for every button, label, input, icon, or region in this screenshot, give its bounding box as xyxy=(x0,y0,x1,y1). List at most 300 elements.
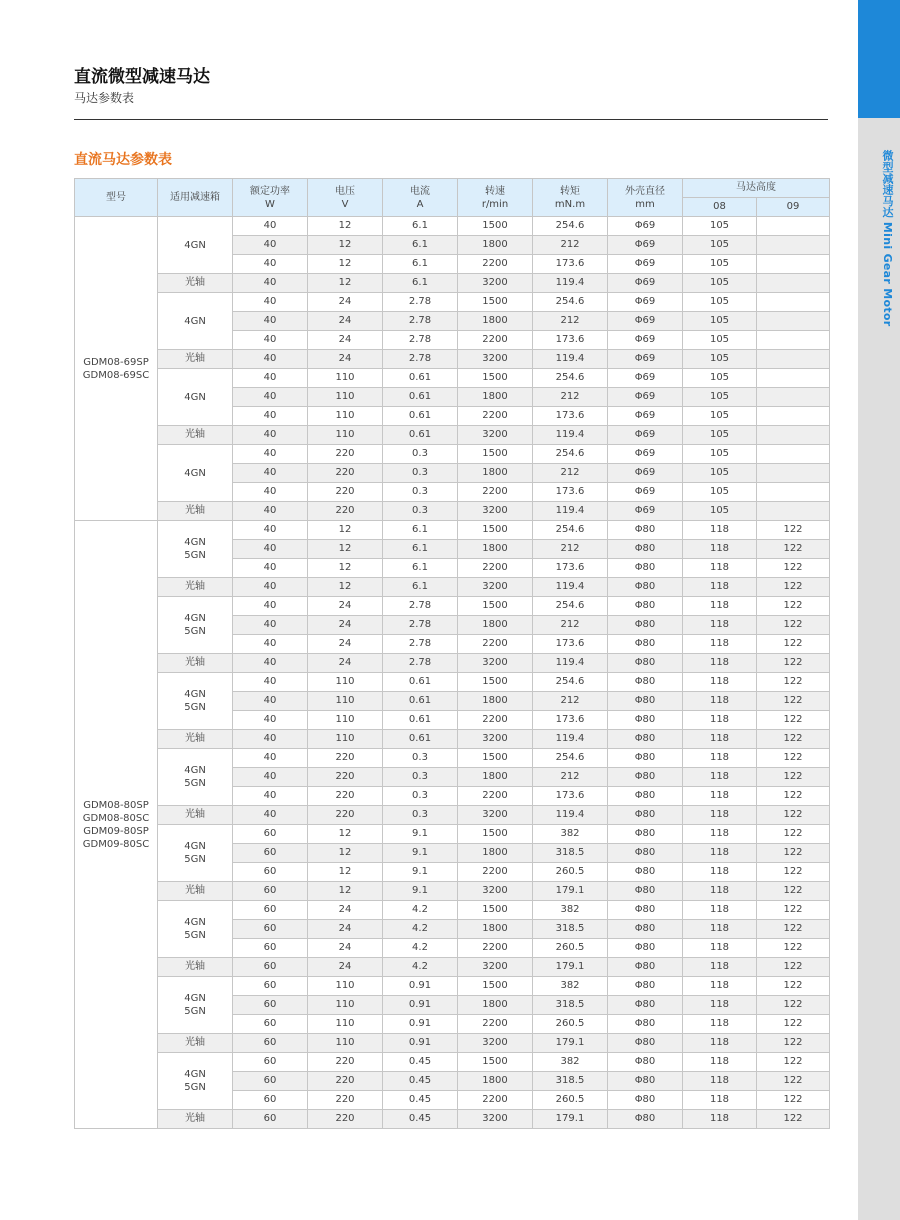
cell-current: 9.1 xyxy=(383,825,458,844)
cell-power: 60 xyxy=(233,844,308,863)
cell-diameter: Φ69 xyxy=(608,502,683,521)
cell-speed: 1800 xyxy=(458,1072,533,1091)
cell-height-08: 105 xyxy=(683,388,757,407)
cell-height-08: 105 xyxy=(683,502,757,521)
cell-power: 60 xyxy=(233,1015,308,1034)
cell-diameter: Φ69 xyxy=(608,426,683,445)
cell-torque: 254.6 xyxy=(533,521,608,540)
cell-torque: 119.4 xyxy=(533,426,608,445)
table-row xyxy=(75,502,830,521)
cell-current: 0.45 xyxy=(383,1072,458,1091)
cell-power: 40 xyxy=(233,426,308,445)
col-height-08: 08 xyxy=(683,198,757,217)
cell-height-09: 122 xyxy=(757,730,830,749)
cell-current: 2.78 xyxy=(383,350,458,369)
cell-current: 0.3 xyxy=(383,806,458,825)
cell-speed: 1800 xyxy=(458,464,533,483)
cell-diameter: Φ80 xyxy=(608,673,683,692)
cell-current: 0.3 xyxy=(383,749,458,768)
cell-power: 40 xyxy=(233,312,308,331)
gearbox-name: 4GN xyxy=(184,917,206,928)
cell-speed: 1500 xyxy=(458,749,533,768)
cell-height-09 xyxy=(757,464,830,483)
cell-current: 9.1 xyxy=(383,882,458,901)
cell-voltage: 12 xyxy=(308,825,383,844)
cell-height-08: 118 xyxy=(683,1091,757,1110)
cell-voltage: 110 xyxy=(308,369,383,388)
page-title: 直流微型减速马达 xyxy=(74,67,210,87)
cell-diameter: Φ80 xyxy=(608,578,683,597)
cell-voltage: 110 xyxy=(308,730,383,749)
cell-voltage: 220 xyxy=(308,749,383,768)
cell-power: 40 xyxy=(233,445,308,464)
cell-diameter: Φ80 xyxy=(608,521,683,540)
cell-current: 0.91 xyxy=(383,977,458,996)
cell-voltage: 24 xyxy=(308,920,383,939)
table-row xyxy=(75,426,830,445)
cell-power: 40 xyxy=(233,331,308,350)
gearbox-cell xyxy=(158,521,233,578)
cell-voltage: 220 xyxy=(308,768,383,787)
gearbox-cell xyxy=(158,217,233,274)
cell-torque: 179.1 xyxy=(533,882,608,901)
cell-voltage: 220 xyxy=(308,1072,383,1091)
cell-torque: 179.1 xyxy=(533,1110,608,1129)
cell-height-09 xyxy=(757,312,830,331)
cell-torque: 119.4 xyxy=(533,654,608,673)
table-row xyxy=(75,369,830,388)
cell-voltage: 220 xyxy=(308,806,383,825)
cell-current: 6.1 xyxy=(383,255,458,274)
cell-power: 40 xyxy=(233,255,308,274)
cell-diameter: Φ80 xyxy=(608,863,683,882)
gearbox-cell xyxy=(158,673,233,730)
cell-power: 40 xyxy=(233,673,308,692)
cell-torque: 254.6 xyxy=(533,673,608,692)
gearbox-name: 4GN xyxy=(184,689,206,700)
table-row xyxy=(75,730,830,749)
cell-voltage: 12 xyxy=(308,540,383,559)
cell-height-08: 118 xyxy=(683,1110,757,1129)
cell-power: 40 xyxy=(233,502,308,521)
table-row xyxy=(75,217,830,236)
cell-voltage: 24 xyxy=(308,654,383,673)
cell-height-09: 122 xyxy=(757,578,830,597)
cell-torque: 212 xyxy=(533,388,608,407)
gearbox-name: 5GN xyxy=(184,702,206,713)
cell-speed: 3200 xyxy=(458,502,533,521)
cell-speed: 2200 xyxy=(458,787,533,806)
cell-diameter: Φ80 xyxy=(608,768,683,787)
cell-diameter: Φ69 xyxy=(608,217,683,236)
cell-height-08: 105 xyxy=(683,445,757,464)
cell-voltage: 110 xyxy=(308,692,383,711)
cell-power: 40 xyxy=(233,540,308,559)
cell-height-09 xyxy=(757,255,830,274)
cell-height-09: 122 xyxy=(757,540,830,559)
table-row xyxy=(75,578,830,597)
cell-current: 4.2 xyxy=(383,958,458,977)
cell-torque: 119.4 xyxy=(533,730,608,749)
cell-current: 2.78 xyxy=(383,312,458,331)
side-label: 微型减速马达 Mini Gear Motor xyxy=(881,150,894,327)
cell-diameter: Φ69 xyxy=(608,369,683,388)
table-row xyxy=(75,882,830,901)
cell-voltage: 24 xyxy=(308,597,383,616)
cell-current: 4.2 xyxy=(383,901,458,920)
cell-height-08: 118 xyxy=(683,521,757,540)
gearbox-name: 4GN xyxy=(184,391,206,403)
cell-power: 40 xyxy=(233,787,308,806)
cell-torque: 173.6 xyxy=(533,407,608,426)
cell-torque: 173.6 xyxy=(533,635,608,654)
col-speed: 转速 r/min xyxy=(458,179,533,217)
cell-voltage: 220 xyxy=(308,787,383,806)
cell-height-08: 118 xyxy=(683,768,757,787)
table-row xyxy=(75,274,830,293)
gearbox-cell xyxy=(158,369,233,426)
cell-height-09: 122 xyxy=(757,559,830,578)
cell-torque: 173.6 xyxy=(533,559,608,578)
table-row xyxy=(75,1053,830,1072)
cell-diameter: Φ80 xyxy=(608,654,683,673)
cell-speed: 1800 xyxy=(458,236,533,255)
model-cell xyxy=(75,217,158,521)
cell-power: 40 xyxy=(233,559,308,578)
cell-torque: 260.5 xyxy=(533,863,608,882)
gearbox-shaft-cell: 光轴 xyxy=(158,654,233,673)
cell-voltage: 110 xyxy=(308,1034,383,1053)
cell-power: 40 xyxy=(233,692,308,711)
cell-power: 40 xyxy=(233,464,308,483)
gearbox-cell xyxy=(158,825,233,882)
cell-current: 0.61 xyxy=(383,730,458,749)
table-row xyxy=(75,293,830,312)
cell-speed: 1500 xyxy=(458,1053,533,1072)
cell-speed: 1500 xyxy=(458,673,533,692)
cell-height-08: 118 xyxy=(683,559,757,578)
gearbox-shaft-cell: 光轴 xyxy=(158,426,233,445)
cell-torque: 173.6 xyxy=(533,255,608,274)
cell-speed: 3200 xyxy=(458,1110,533,1129)
cell-torque: 212 xyxy=(533,236,608,255)
cell-power: 40 xyxy=(233,388,308,407)
cell-speed: 1500 xyxy=(458,369,533,388)
cell-current: 0.91 xyxy=(383,1034,458,1053)
cell-power: 60 xyxy=(233,825,308,844)
cell-height-09 xyxy=(757,445,830,464)
cell-current: 6.1 xyxy=(383,578,458,597)
cell-height-08: 105 xyxy=(683,483,757,502)
cell-current: 6.1 xyxy=(383,274,458,293)
table-row xyxy=(75,977,830,996)
cell-current: 2.78 xyxy=(383,635,458,654)
cell-height-09: 122 xyxy=(757,711,830,730)
cell-voltage: 24 xyxy=(308,293,383,312)
cell-height-08: 105 xyxy=(683,350,757,369)
cell-speed: 2200 xyxy=(458,1091,533,1110)
cell-voltage: 220 xyxy=(308,464,383,483)
cell-height-08: 118 xyxy=(683,730,757,749)
cell-height-08: 118 xyxy=(683,1053,757,1072)
cell-torque: 318.5 xyxy=(533,1072,608,1091)
gearbox-name: 4GN xyxy=(184,315,206,327)
section-title: 直流马达参数表 xyxy=(74,152,172,168)
cell-voltage: 12 xyxy=(308,236,383,255)
gearbox-name: 4GN xyxy=(184,537,206,548)
cell-height-08: 118 xyxy=(683,635,757,654)
cell-power: 60 xyxy=(233,1034,308,1053)
model-name: GDM08-69SP xyxy=(83,356,149,368)
cell-height-09: 122 xyxy=(757,825,830,844)
cell-torque: 254.6 xyxy=(533,293,608,312)
cell-voltage: 12 xyxy=(308,521,383,540)
cell-diameter: Φ80 xyxy=(608,692,683,711)
cell-speed: 1500 xyxy=(458,217,533,236)
cell-power: 40 xyxy=(233,711,308,730)
cell-current: 0.45 xyxy=(383,1053,458,1072)
cell-speed: 1500 xyxy=(458,825,533,844)
cell-speed: 3200 xyxy=(458,426,533,445)
cell-voltage: 220 xyxy=(308,483,383,502)
cell-diameter: Φ69 xyxy=(608,445,683,464)
cell-speed: 3200 xyxy=(458,806,533,825)
cell-current: 0.3 xyxy=(383,768,458,787)
cell-height-09: 122 xyxy=(757,749,830,768)
cell-speed: 3200 xyxy=(458,578,533,597)
table-row xyxy=(75,350,830,369)
cell-diameter: Φ80 xyxy=(608,635,683,654)
cell-voltage: 24 xyxy=(308,616,383,635)
cell-height-08: 105 xyxy=(683,293,757,312)
cell-voltage: 12 xyxy=(308,217,383,236)
gearbox-shaft-cell: 光轴 xyxy=(158,1110,233,1129)
cell-height-09: 122 xyxy=(757,692,830,711)
table-row xyxy=(75,521,830,540)
cell-speed: 3200 xyxy=(458,1034,533,1053)
cell-power: 40 xyxy=(233,730,308,749)
cell-diameter: Φ69 xyxy=(608,331,683,350)
cell-current: 0.61 xyxy=(383,369,458,388)
cell-speed: 1800 xyxy=(458,844,533,863)
cell-height-09 xyxy=(757,426,830,445)
cell-height-09 xyxy=(757,274,830,293)
cell-height-09: 122 xyxy=(757,920,830,939)
cell-voltage: 24 xyxy=(308,312,383,331)
cell-torque: 254.6 xyxy=(533,597,608,616)
cell-speed: 2200 xyxy=(458,255,533,274)
cell-height-08: 118 xyxy=(683,806,757,825)
cell-voltage: 24 xyxy=(308,958,383,977)
cell-current: 0.61 xyxy=(383,388,458,407)
gearbox-name: 5GN xyxy=(184,1006,206,1017)
cell-power: 60 xyxy=(233,1091,308,1110)
cell-speed: 1500 xyxy=(458,445,533,464)
cell-power: 40 xyxy=(233,654,308,673)
gearbox-cell xyxy=(158,293,233,350)
cell-diameter: Φ80 xyxy=(608,1015,683,1034)
motor-spec-table xyxy=(74,178,830,1129)
cell-height-08: 118 xyxy=(683,958,757,977)
cell-height-09 xyxy=(757,388,830,407)
cell-torque: 212 xyxy=(533,464,608,483)
cell-current: 0.61 xyxy=(383,711,458,730)
cell-diameter: Φ69 xyxy=(608,483,683,502)
cell-voltage: 110 xyxy=(308,673,383,692)
cell-current: 2.78 xyxy=(383,331,458,350)
table-row xyxy=(75,806,830,825)
cell-power: 60 xyxy=(233,882,308,901)
cell-speed: 1500 xyxy=(458,597,533,616)
cell-diameter: Φ80 xyxy=(608,920,683,939)
gearbox-name: 4GN xyxy=(184,613,206,624)
cell-power: 40 xyxy=(233,274,308,293)
cell-voltage: 12 xyxy=(308,274,383,293)
cell-height-08: 118 xyxy=(683,1015,757,1034)
cell-voltage: 110 xyxy=(308,388,383,407)
cell-diameter: Φ80 xyxy=(608,540,683,559)
cell-voltage: 220 xyxy=(308,502,383,521)
cell-height-08: 105 xyxy=(683,331,757,350)
cell-speed: 2200 xyxy=(458,407,533,426)
cell-diameter: Φ80 xyxy=(608,1053,683,1072)
cell-torque: 173.6 xyxy=(533,711,608,730)
cell-height-09 xyxy=(757,369,830,388)
cell-torque: 318.5 xyxy=(533,996,608,1015)
cell-torque: 173.6 xyxy=(533,483,608,502)
table-row xyxy=(75,1034,830,1053)
gearbox-cell xyxy=(158,597,233,654)
cell-power: 40 xyxy=(233,616,308,635)
cell-diameter: Φ80 xyxy=(608,901,683,920)
cell-torque: 318.5 xyxy=(533,920,608,939)
gearbox-name: 4GN xyxy=(184,1069,206,1080)
gearbox-cell xyxy=(158,749,233,806)
cell-current: 0.3 xyxy=(383,483,458,502)
cell-height-08: 105 xyxy=(683,236,757,255)
model-name: GDM09-80SP xyxy=(83,825,149,837)
header-divider xyxy=(74,119,828,120)
cell-diameter: Φ80 xyxy=(608,711,683,730)
cell-current: 2.78 xyxy=(383,654,458,673)
cell-height-09: 122 xyxy=(757,1091,830,1110)
cell-height-08: 118 xyxy=(683,673,757,692)
cell-diameter: Φ80 xyxy=(608,787,683,806)
cell-diameter: Φ80 xyxy=(608,939,683,958)
cell-speed: 3200 xyxy=(458,654,533,673)
cell-current: 0.3 xyxy=(383,445,458,464)
cell-height-08: 105 xyxy=(683,407,757,426)
col-power: 额定功率 W xyxy=(233,179,308,217)
cell-current: 2.78 xyxy=(383,597,458,616)
cell-power: 40 xyxy=(233,749,308,768)
cell-torque: 260.5 xyxy=(533,1015,608,1034)
cell-diameter: Φ80 xyxy=(608,958,683,977)
cell-height-09 xyxy=(757,483,830,502)
cell-torque: 119.4 xyxy=(533,578,608,597)
gearbox-cell xyxy=(158,445,233,502)
col-motor-height: 马达高度 xyxy=(683,179,830,198)
cell-diameter: Φ69 xyxy=(608,464,683,483)
cell-torque: 173.6 xyxy=(533,331,608,350)
cell-speed: 1500 xyxy=(458,977,533,996)
model-name: GDM08-69SC xyxy=(82,369,150,381)
cell-power: 40 xyxy=(233,293,308,312)
cell-torque: 318.5 xyxy=(533,844,608,863)
cell-height-09 xyxy=(757,407,830,426)
cell-height-09 xyxy=(757,350,830,369)
cell-diameter: Φ80 xyxy=(608,730,683,749)
cell-speed: 2200 xyxy=(458,1015,533,1034)
cell-speed: 2200 xyxy=(458,635,533,654)
gearbox-shaft-cell: 光轴 xyxy=(158,578,233,597)
gearbox-name: 4GN xyxy=(184,467,206,479)
cell-torque: 119.4 xyxy=(533,350,608,369)
cell-current: 0.91 xyxy=(383,1015,458,1034)
table-row xyxy=(75,597,830,616)
cell-torque: 260.5 xyxy=(533,1091,608,1110)
cell-height-08: 118 xyxy=(683,711,757,730)
cell-height-09 xyxy=(757,331,830,350)
cell-height-09: 122 xyxy=(757,977,830,996)
model-name: GDM08-80SC xyxy=(82,812,150,824)
cell-voltage: 24 xyxy=(308,901,383,920)
table-row xyxy=(75,958,830,977)
cell-current: 9.1 xyxy=(383,863,458,882)
cell-power: 60 xyxy=(233,977,308,996)
cell-speed: 2200 xyxy=(458,939,533,958)
cell-speed: 1500 xyxy=(458,521,533,540)
gearbox-shaft-cell: 光轴 xyxy=(158,274,233,293)
cell-height-08: 105 xyxy=(683,464,757,483)
cell-height-08: 118 xyxy=(683,654,757,673)
cell-diameter: Φ80 xyxy=(608,1072,683,1091)
cell-voltage: 110 xyxy=(308,407,383,426)
cell-speed: 1500 xyxy=(458,293,533,312)
gearbox-name: 4GN xyxy=(184,993,206,1004)
col-height-09: 09 xyxy=(757,198,830,217)
cell-power: 40 xyxy=(233,635,308,654)
cell-power: 60 xyxy=(233,996,308,1015)
cell-torque: 382 xyxy=(533,901,608,920)
cell-speed: 1800 xyxy=(458,768,533,787)
cell-speed: 1500 xyxy=(458,901,533,920)
cell-diameter: Φ80 xyxy=(608,977,683,996)
cell-height-09 xyxy=(757,502,830,521)
cell-diameter: Φ80 xyxy=(608,749,683,768)
cell-torque: 212 xyxy=(533,312,608,331)
cell-height-08: 118 xyxy=(683,920,757,939)
cell-height-09: 122 xyxy=(757,654,830,673)
col-current: 电流 A xyxy=(383,179,458,217)
cell-speed: 1800 xyxy=(458,616,533,635)
cell-voltage: 24 xyxy=(308,939,383,958)
model-name: GDM09-80SC xyxy=(82,838,150,850)
gearbox-name: 4GN xyxy=(184,841,206,852)
cell-height-08: 118 xyxy=(683,597,757,616)
cell-diameter: Φ69 xyxy=(608,312,683,331)
cell-torque: 212 xyxy=(533,616,608,635)
cell-voltage: 12 xyxy=(308,578,383,597)
cell-power: 40 xyxy=(233,236,308,255)
cell-current: 0.91 xyxy=(383,996,458,1015)
gearbox-name: 5GN xyxy=(184,626,206,637)
gearbox-name: 4GN xyxy=(184,239,206,251)
cell-voltage: 24 xyxy=(308,350,383,369)
cell-height-08: 118 xyxy=(683,825,757,844)
cell-torque: 382 xyxy=(533,1053,608,1072)
gearbox-shaft-cell: 光轴 xyxy=(158,1034,233,1053)
